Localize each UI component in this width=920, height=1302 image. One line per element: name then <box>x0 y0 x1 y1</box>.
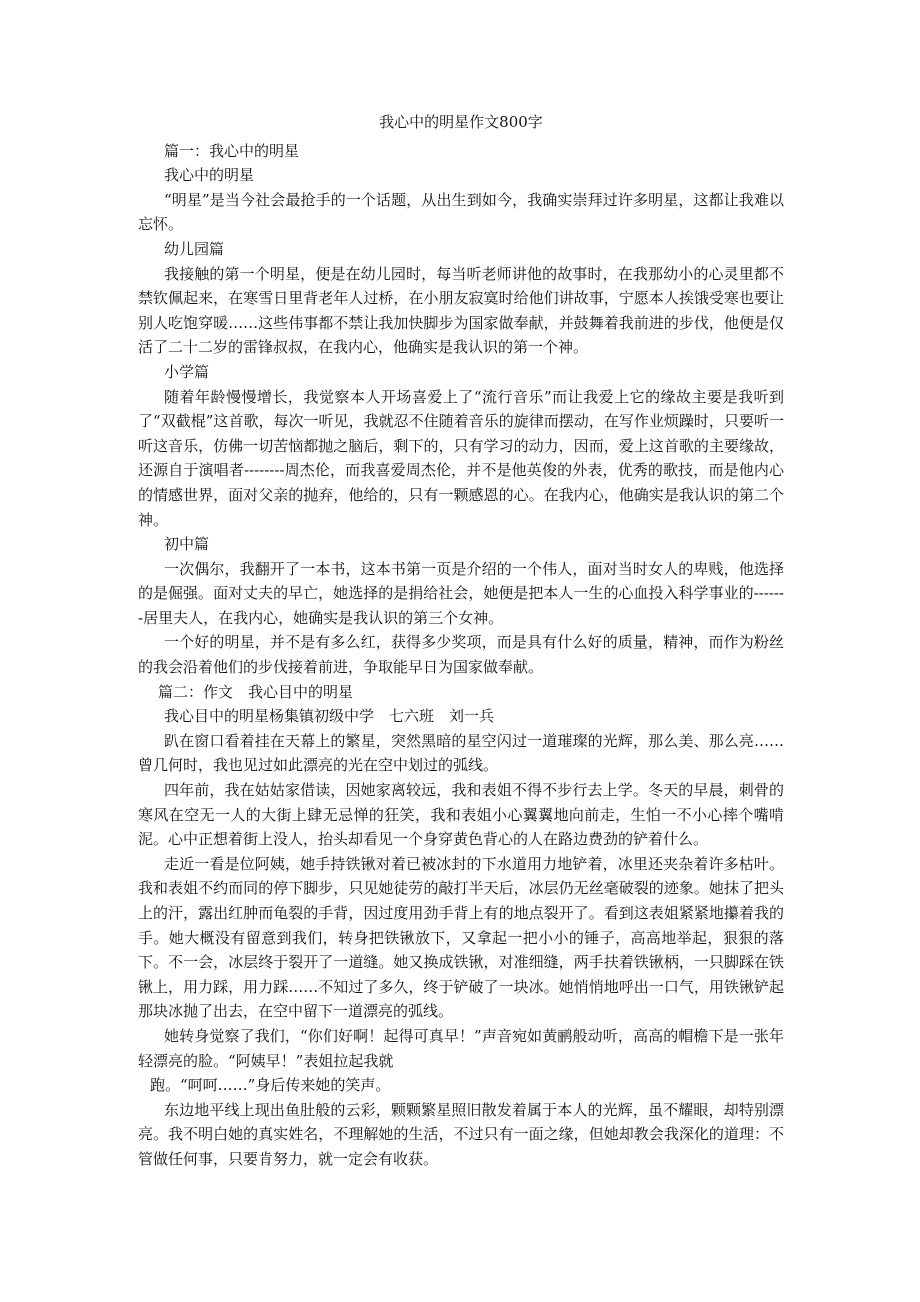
paragraph: 四年前，我在姑姑家借读，因她家离较远，我和表姐不得不步行去上学。冬天的早晨，刺骨的寒风在空无一人的大街上肆无忌惮的狂笑，我和表姐小心翼翼地向前走，生怕一不小心摔个嘴啃泥。心中正想着街上没人，抬头却看见一个身穿黄色背心的人在路边费劲的铲着什么。 <box>138 781 784 849</box>
document-page <box>138 110 784 1172</box>
paragraph: 东边地平线上现出鱼肚般的云彩，颗颗繁星照旧散发着属于本人的光辉，虽不耀眼，却特别漂亮。我不明白她的真实姓名，不理解她的生活，不过只有一面之缘，但她却教会我深化的道理：不管做任何事，只要肯努力，就一定会有收获。 <box>138 1100 784 1168</box>
document-title: 我心中的明星作文800字 <box>379 113 543 131</box>
section-heading: 幼儿园篇 <box>164 239 225 258</box>
paragraph: 一次偶尔，我翻开了一本书，这本书第一页是介绍的一个伟人，面对当时女人的卑贱，他选择的是倔强。面对丈夫的早亡，她选择的是捐给社会，她便是把本人一生的心血投入科学事业的-------居里夫人，在我内心，她确实是我认识的第三个女神。 <box>138 559 784 627</box>
section-heading: 初中篇 <box>164 535 210 554</box>
paragraph: “明星”是当今社会最抢手的一个话题，从出生到如今，我确实崇拜过许多明星，这都让我难以忘怀。 <box>138 190 784 234</box>
paragraph: 走近一看是位阿姨，她手持铁锹对着已被冰封的下水道用力地铲着，冰里还夹杂着许多枯叶。我和表姐不约而同的停下脚步，只见她徒劳的敲打半天后，冰层仍无丝毫破裂的迹象。她抹了把头上的汗，露出红肿而龟裂的手背，因过度用劲手背上有的地点裂开了。看到这表姐紧紧地攥着我的手。她大概没有留意到我们，转身把铁锹放下，又拿起一把小小的锤子，高高地举起，狠狠的落下。不一会，冰层终于裂开了一道缝。她又换成铁锹，对准细缝，两手扶着铁锹柄，一只脚踩在铁锹上，用力踩，用力踩……不知过了多久，终于铲破了一块冰。她悄悄地呼出一口气，用铁锹铲起那块冰抛了出去，在空中留下一道漂亮的弧线。 <box>138 854 784 1021</box>
document-body <box>138 139 784 1172</box>
section-heading: 我心目中的明星杨集镇初级中学 七六班 刘一兵 <box>164 707 495 726</box>
paragraph: 她转身觉察了我们，“你们好啊！起得可真早！”声音宛如黄鹂般动听，高高的帽檐下是一张年轻漂亮的脸。“阿姨早！”表姐拉起我就 <box>138 1026 784 1070</box>
paragraph: 一个好的明星，并不是有多么红，获得多少奖项，而是具有什么好的质量，精神，而作为粉丝的我会沿着他们的步伐接着前进，争取能早日为国家做奉献。 <box>138 633 784 677</box>
paragraph-continuation: 跑。“呵呵……”身后传来她的笑声。 <box>150 1076 391 1095</box>
section-heading: 我心中的明星 <box>164 166 255 185</box>
paragraph: 趴在窗口看着挂在天幕上的繁星，突然黑暗的星空闪过一道璀璨的光辉，那么美、那么亮……曾几何时，我也见过如此漂亮的光在空中划过的弧线。 <box>138 731 784 775</box>
paragraph: 我接触的第一个明星，便是在幼儿园时，每当听老师讲他的故事时，在我那幼小的心灵里都不禁钦佩起来，在寒雪日里背老年人过桥，在小朋友寂寞时给他们讲故事，宁愿本人挨饿受寒也要让别人吃饱穿暖……这些伟事都不禁让我加快脚步为国家做奉献，并鼓舞着我前进的步伐，他便是仅活了二十二岁的雷锋叔叔，在我内心，他确实是我认识的第一个神。 <box>138 264 784 357</box>
section-heading: 篇二：作文 我心目中的明星 <box>158 682 354 701</box>
section-heading: 小学篇 <box>164 362 210 381</box>
section-heading: 篇一：我心中的明星 <box>164 141 300 160</box>
paragraph: 随着年龄慢慢增长，我觉察本人开场喜爱上了“流行音乐”而让我爱上它的缘故主要是我听到了“双截棍”这首歌，每次一听见，我就忍不住随着音乐的旋律而摆动，在写作业烦躁时，只要听一听这音乐，仿佛一切苦恼都抛之脑后，剩下的，只有学习的动力，因而，爱上这首歌的主要缘故，还源自于演唱者--------周杰伦，而我喜爱周杰伦，并不是他英俊的外表，优秀的歌技，而是他内心的情感世界，面对父亲的抛弃，他给的，只有一颗感恩的心。在我内心，他确实是我认识的第二个神。 <box>138 387 784 529</box>
